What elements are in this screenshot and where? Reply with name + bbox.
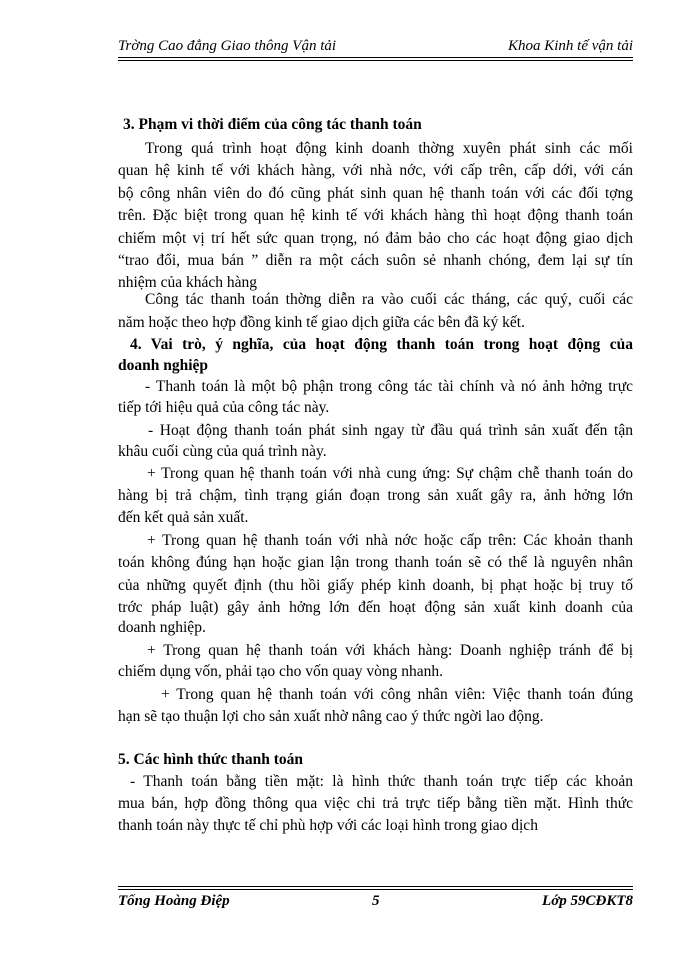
paragraph-line: trên. Đặc biệt trong quan hệ kinh tế với khách hàng thì hoạt động thanh toán bbox=[118, 207, 633, 224]
bullet-line: của những quyết định (thu hồi giấy phép kinh doanh, bị phạt hoặc bị truy tố bbox=[118, 577, 633, 594]
footer-author: Tống Hoàng Điệp bbox=[118, 893, 230, 909]
section-heading-5: 5. Các hình thức thanh toán bbox=[118, 751, 304, 768]
header-faculty-name: Khoa Kinh tế vận tải bbox=[508, 38, 633, 54]
bullet-line: thanh toán này thực tế chỉ phù hợp với các loại hình trong giao dịch bbox=[118, 817, 538, 834]
footer-class: Lớp 59CĐKT8 bbox=[542, 893, 633, 909]
bullet-line: đến kết quả sản xuất. bbox=[118, 509, 249, 526]
section-heading-3: 3. Phạm vi thời điểm của công tác thanh toán bbox=[123, 116, 422, 133]
bullet-line: khâu cuối cùng của quá trình này. bbox=[118, 443, 327, 460]
section-heading-4: 4. Vai trò, ý nghĩa, của hoạt động thanh toán trong hoạt động của bbox=[130, 336, 633, 353]
bullet-line: - Hoạt động thanh toán phát sinh ngay từ đầu quá trình sản xuất đến tận bbox=[148, 422, 633, 439]
bullet-line: - Thanh toán là một bộ phận trong công tác tài chính và nó ảnh hởng trực bbox=[145, 378, 633, 395]
page-footer bbox=[118, 893, 633, 913]
bullet-line: + Trong quan hệ thanh toán với nhà cung ứng: Sự chậm chễ thanh toán do bbox=[147, 465, 633, 482]
paragraph-line: năm hoặc theo hợp đồng kinh tế giao dịch giữa các bên đã ký kết. bbox=[118, 314, 525, 331]
section-heading-4-cont: doanh nghiệp bbox=[118, 357, 209, 374]
paragraph-line: bộ công nhân viên do đó cũng phát sinh quan hệ thanh toán với các đối tợng bbox=[118, 185, 633, 202]
bullet-line: mua bán, hợp đồng thông qua việc chi trả trực tiếp bằng tiền mặt. Hình thức bbox=[118, 795, 633, 812]
bullet-line: toán không đúng hạn hoặc gian lận trong thanh toán sẽ có thể là nguyên nhân bbox=[118, 554, 633, 571]
bullet-line: + Trong quan hệ thanh toán với công nhân viên: Việc thanh toán đúng bbox=[161, 686, 633, 703]
header-school-name: Trờng Cao đẳng Giao thông Vận tải bbox=[118, 38, 337, 54]
header-rule bbox=[118, 57, 633, 61]
bullet-line: trớc pháp luật) gây ảnh hởng lớn đến hoạt động sản xuất kinh doanh của bbox=[118, 599, 633, 616]
page-number: 5 bbox=[372, 893, 380, 909]
bullet-line: - Thanh toán bằng tiền mặt: là hình thức thanh toán trực tiếp các khoản bbox=[130, 773, 633, 790]
bullet-line: tiếp tới hiệu quả của công tác này. bbox=[118, 399, 330, 416]
bullet-line: doanh nghiệp. bbox=[118, 619, 206, 636]
paragraph-line: “trao đổi, mua bán ” diễn ra một cách suôn sẻ nhanh chóng, đem lại sự tín bbox=[118, 252, 633, 269]
bullet-line: chiếm dụng vốn, phải tạo cho vốn quay vòng nhanh. bbox=[118, 663, 444, 680]
bullet-line: + Trong quan hệ thanh toán với nhà nớc hoặc cấp trên: Các khoản thanh bbox=[147, 532, 633, 549]
paragraph-line: quan hệ kinh tế với khách hàng, với nhà nớc, với cấp trên, cấp dới, với cán bbox=[118, 162, 633, 179]
paragraph-line: Công tác thanh toán thờng diễn ra vào cuối các tháng, các quý, cuối các bbox=[145, 291, 633, 308]
bullet-line: hàng bị trả chậm, tình trạng gián đoạn trong sản xuất gây ra, ảnh hởng lớn bbox=[118, 487, 633, 504]
paragraph-line: chiếm một vị trí hết sức quan trọng, nó đảm bảo cho các hoạt động giao dịch bbox=[118, 230, 633, 247]
footer-rule bbox=[118, 886, 633, 890]
bullet-line: + Trong quan hệ thanh toán với khách hàng: Doanh nghiệp tránh để bị bbox=[147, 642, 633, 659]
paragraph-line: Trong quá trình hoạt động kinh doanh thờng xuyên phát sinh các mối bbox=[145, 140, 633, 157]
paragraph-line: nhiệm của khách hàng bbox=[118, 274, 258, 291]
bullet-line: hạn sẽ tạo thuận lợi cho sản xuất nhờ nâng cao ý thức ngời lao động. bbox=[118, 708, 544, 725]
page-header bbox=[118, 38, 633, 58]
